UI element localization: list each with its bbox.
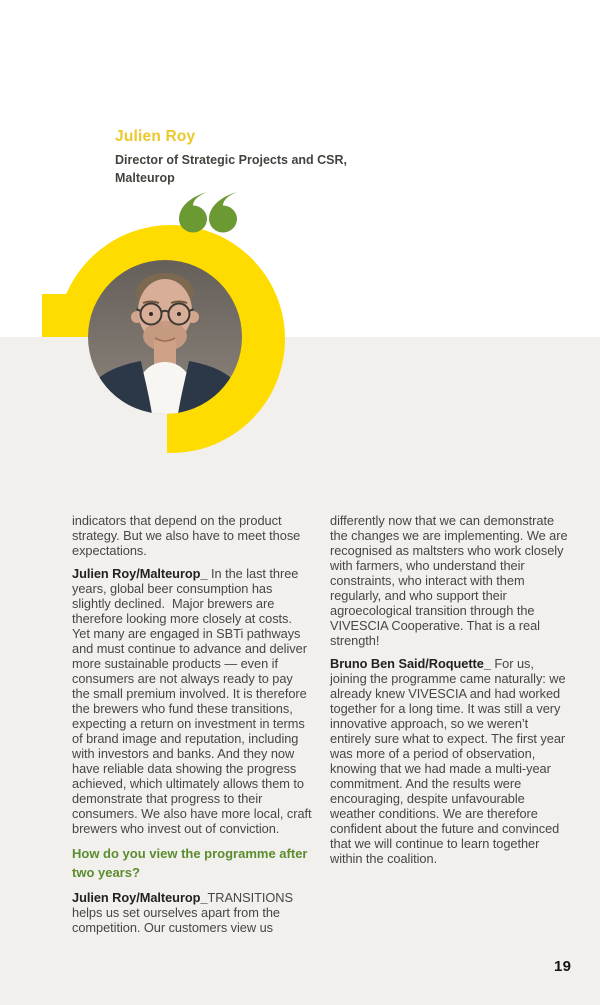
paragraph: Julien Roy/Malteurop_TRANSITIONS helps us set ourselves apart from the competition. Our customers view us bbox=[72, 890, 297, 935]
paragraph: Julien Roy/Malteurop_ In the last three years, global beer consumption has slightly declined. Major brewers are therefore looking more closely at costs. Yet many are engaged in SBTi pathways and must continue to advance and deliver more sustainable products — even if consumers are not always ready to pay the small premium involved. It is therefore the brewers who fund these transitions, expecting a return on investment in terms of brand image and reputation, including with investors and banks. And they now have reliable data showing the progress achieved, which ultimately allows them to demonstrate that progress to their consumers. We also have more local, craft brewers who invest out of conviction. bbox=[72, 566, 316, 836]
page-number: 19 bbox=[554, 958, 572, 975]
profile-role-line2: Malteurop bbox=[115, 171, 175, 185]
profile-role-line1: Director of Strategic Projects and CSR, bbox=[115, 153, 348, 167]
paragraph: differently now that we can demonstrate the changes we are implementing. We are recognised as maltsters who work closely with farmers, who understand their constraints, who interact with them regularly, and who support their agroecological transition through the VIVESCIA Cooperative. That is a real strength! bbox=[330, 513, 572, 648]
paragraph: indicators that depend on the product strategy. But we also have to meet those expectations. bbox=[72, 513, 304, 558]
article-columns bbox=[72, 513, 572, 943]
speaker-lead: Bruno Ben Said/Roquette_ bbox=[330, 656, 491, 671]
profile-name: Julien Roy bbox=[115, 128, 196, 145]
article-column-left bbox=[72, 513, 316, 943]
decorative-motif bbox=[0, 185, 320, 460]
paragraph: Bruno Ben Said/Roquette_ For us, joining the programme came naturally: we already knew VIVESCIA and had worked together for a long time. It was still a very innovative approach, so we weren’t entirely sure what to expect. The first year was more of a period of observation, knowing that we had made a multi-year commitment. And the results were encouraging, despite unfavourable weather conditions. We are therefore confident about the future and convinced that we will continue to learn together within the coalition. bbox=[330, 656, 570, 866]
profile-header bbox=[115, 128, 455, 187]
speaker-lead: Julien Roy/Malteurop_ bbox=[72, 890, 208, 905]
speaker-lead: Julien Roy/Malteurop_ bbox=[72, 566, 208, 581]
article-column-right bbox=[330, 513, 570, 943]
double-quote-icon bbox=[179, 192, 237, 233]
interview-question: How do you view the programme after two years? bbox=[72, 846, 312, 880]
